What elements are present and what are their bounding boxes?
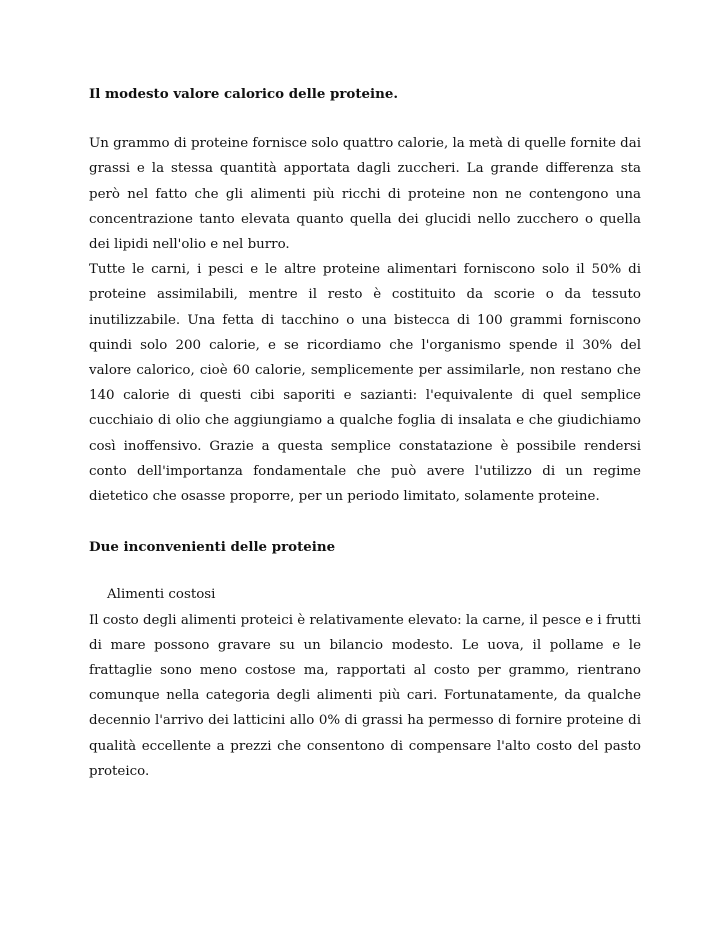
document-page	[89, 82, 641, 784]
paragraph-meat-proteins: Tutte le carni, i pesci e le altre proteine alimentari forniscono solo il 50% di proteine assimilabili, mentre il resto è costituito da scorie o da tessuto inutilizzabile. Una fetta di tacchino o una bistecca di 100 grammi forniscono quindi solo 200 calorie, e se ricordiamo che l'organismo spende il 30% del valore calorico, cioè 60 calorie, semplicemente per assimilarle, non restano che 140 calorie di questi cibi saporiti e sazianti: l'equivalente di quel semplice cucchiaio di olio che aggiungiamo a qualche foglia di insalata e che giudichiamo così inoffensivo. Grazie a questa semplice constatazione è possibile rendersi conto dell'importanza fondamentale che può avere l'utilizzo di un regime dietetico che osasse proporre, per un periodo limitato, solamente proteine.	[89, 262, 641, 505]
section-title-caloric-value: Il modesto valore calorico delle proteine.	[89, 86, 399, 102]
paragraph-calories-intro: Un grammo di proteine fornisce solo quattro calorie, la metà di quelle fornite dai grassi e la stessa quantità apportata dagli zuccheri. La grande differenza sta però nel fatto che gli alimenti più ricchi di proteine non ne contengono una concentrazione tanto elevata quanto quella dei glucidi nello zucchero o quella dei lipidi nell'olio e nel burro.	[89, 136, 641, 253]
spacer	[89, 107, 641, 131]
subheading-costly-foods: Alimenti costosi	[107, 587, 216, 603]
spacer	[89, 560, 641, 582]
spacer	[89, 509, 641, 535]
paragraph-protein-cost: Il costo degli alimenti proteici è relativamente elevato: la carne, il pesce e i frutti di mare possono gravare su un bilancio modesto. Le uova, il pollame e le frattaglie sono meno costose ma, rapportati al costo per grammo, rientrano comunque nella categoria degli alimenti più cari. Fortunatamente, da qualche decennio l'arrivo dei latticini allo 0% di grassi ha permesso di fornire proteine di qualità eccellente a prezzi che consentono di compensare l'alto costo del pasto proteico.	[89, 612, 641, 779]
section-title-drawbacks: Due inconvenienti delle proteine	[89, 539, 336, 556]
